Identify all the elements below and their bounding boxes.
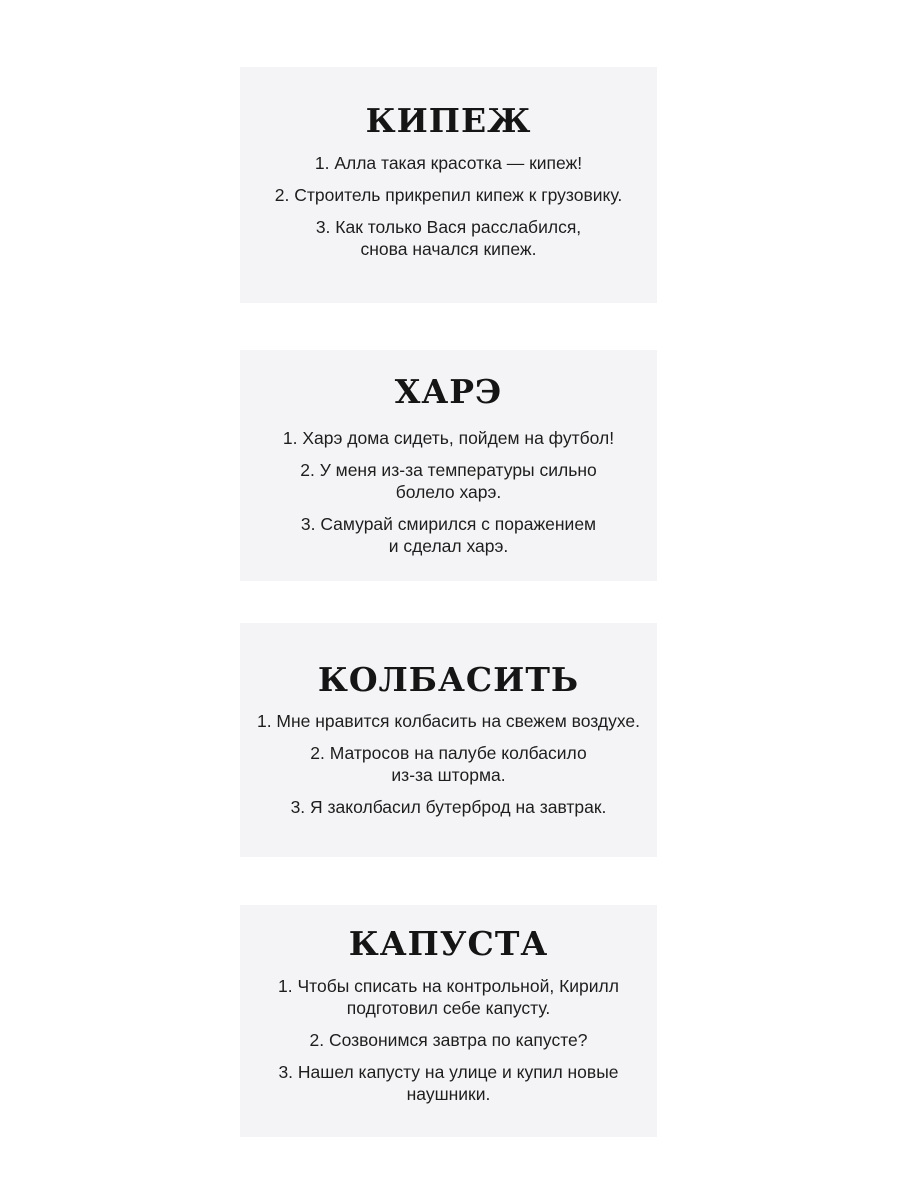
slang-card-hare bbox=[240, 350, 657, 581]
slang-card-kolbasit bbox=[240, 623, 657, 857]
example-line: 3. Я заколбасил бутерброд на завтрак. bbox=[290, 797, 607, 817]
example-item bbox=[240, 742, 657, 786]
example-item bbox=[240, 513, 657, 557]
example-line: наушники. bbox=[406, 1084, 491, 1104]
example-line: из-за шторма. bbox=[391, 765, 506, 785]
example-list bbox=[240, 152, 657, 270]
example-item bbox=[240, 975, 657, 1019]
example-item bbox=[240, 796, 657, 818]
card-word: ХАРЭ bbox=[394, 372, 503, 411]
example-item bbox=[240, 1061, 657, 1105]
example-item bbox=[240, 184, 657, 206]
example-item bbox=[240, 152, 657, 174]
card-word: КАПУСТА bbox=[348, 924, 549, 963]
example-item bbox=[240, 1029, 657, 1051]
example-list bbox=[240, 710, 657, 828]
example-item bbox=[240, 427, 657, 449]
example-line: болело харэ. bbox=[395, 482, 502, 502]
card-word: КОЛБАСИТЬ bbox=[317, 660, 580, 699]
example-line: и сделал харэ. bbox=[388, 536, 509, 556]
example-line: 2. Созвонимся завтра по капусте? bbox=[309, 1030, 588, 1050]
card-word: КИПЕЖ bbox=[365, 101, 532, 140]
example-line: подготовил себе капусту. bbox=[346, 998, 551, 1018]
example-line: 3. Как только Вася расслабился, bbox=[315, 217, 582, 237]
example-line: 1. Алла такая красотка — кипеж! bbox=[314, 153, 583, 173]
example-line: 1. Мне нравится колбасить на свежем воздухе. bbox=[256, 711, 641, 731]
example-item bbox=[240, 459, 657, 503]
example-line: 3. Самурай смирился с поражением bbox=[300, 514, 597, 534]
example-line: снова начался кипеж. bbox=[360, 239, 537, 259]
example-list bbox=[240, 427, 657, 567]
example-line: 3. Нашел капусту на улице и купил новые bbox=[278, 1062, 619, 1082]
example-item bbox=[240, 710, 657, 732]
example-line: 2. У меня из-за температуры сильно bbox=[300, 460, 597, 480]
example-item bbox=[240, 216, 657, 260]
example-line: 1. Харэ дома сидеть, пойдем на футбол! bbox=[282, 428, 615, 448]
slang-card-kipezh bbox=[240, 67, 657, 303]
example-line: 2. Матросов на палубе колбасило bbox=[310, 743, 587, 763]
example-list bbox=[240, 975, 657, 1115]
slang-card-kapusta bbox=[240, 905, 657, 1137]
example-line: 2. Строитель прикрепил кипеж к грузовику. bbox=[274, 185, 623, 205]
example-line: 1. Чтобы списать на контрольной, Кирилл bbox=[278, 976, 619, 996]
